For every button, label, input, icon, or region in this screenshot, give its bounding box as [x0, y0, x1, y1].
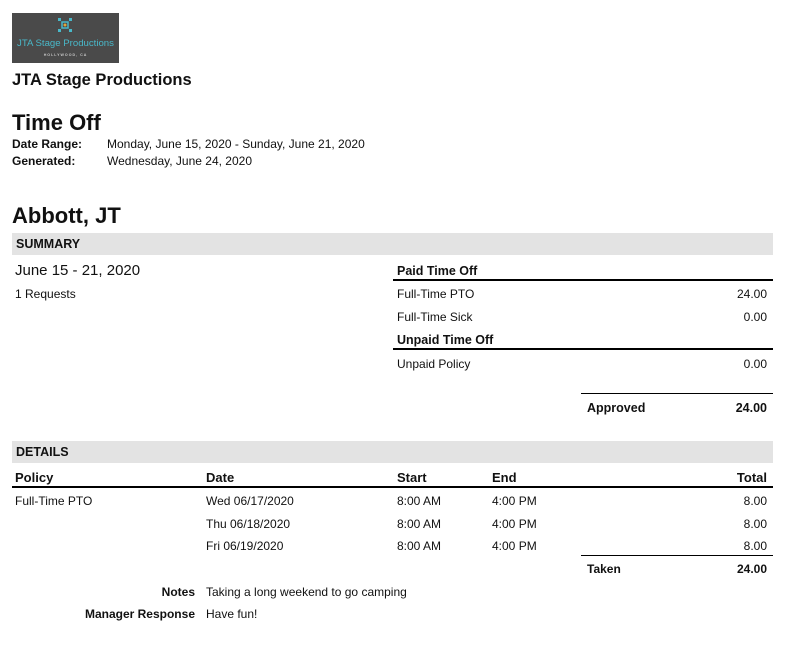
detail-start: 8:00 AM — [397, 517, 442, 531]
report-title: Time Off — [12, 110, 101, 135]
details-header-label: DETAILS — [16, 445, 69, 459]
company-name: JTA Stage Productions — [12, 71, 192, 89]
detail-end: 4:00 PM — [492, 494, 537, 508]
stage-mark-icon — [58, 18, 72, 32]
paid-time-off-heading: Paid Time Off — [397, 264, 478, 278]
column-header-date: Date — [206, 470, 235, 485]
generated-label: Generated: — [12, 154, 76, 168]
date-range-label: Date Range: — [12, 137, 83, 151]
generated-value: Wednesday, June 24, 2020 — [107, 154, 252, 168]
request-count: 1 Requests — [15, 287, 76, 301]
paid-row-label: Full-Time Sick — [397, 310, 473, 324]
manager-response-label: Manager Response — [84, 607, 195, 621]
logo-brand-text: JTA Stage Productions — [17, 38, 114, 49]
summary-header-label: SUMMARY — [16, 237, 81, 251]
details-section-header — [12, 441, 773, 463]
manager-response-value: Have fun! — [206, 607, 258, 621]
divider — [393, 348, 773, 350]
notes-value: Taking a long weekend to go camping — [206, 585, 407, 599]
detail-total: 8.00 — [743, 517, 767, 531]
column-header-total: Total — [736, 470, 767, 485]
detail-date: Thu 06/18/2020 — [206, 517, 291, 531]
summary-section-header — [12, 233, 773, 255]
divider — [12, 486, 773, 488]
detail-date: Fri 06/19/2020 — [206, 539, 284, 553]
employee-name: Abbott, JT — [12, 203, 121, 228]
detail-total: 8.00 — [743, 494, 767, 508]
logo-location-text: HOLLYWOOD, CA — [43, 53, 88, 57]
unpaid-row-value: 0.00 — [743, 357, 767, 371]
approved-total: 24.00 — [735, 401, 767, 415]
taken-label: Taken — [587, 562, 621, 576]
date-range-value: Monday, June 15, 2020 - Sunday, June 21, 2020 — [107, 137, 365, 151]
detail-end: 4:00 PM — [492, 517, 537, 531]
divider — [581, 555, 773, 556]
paid-row-value: 0.00 — [743, 310, 767, 324]
unpaid-row-label: Unpaid Policy — [397, 357, 471, 371]
detail-start: 8:00 AM — [397, 539, 442, 553]
taken-total: 24.00 — [736, 562, 767, 576]
company-logo — [12, 13, 119, 63]
divider — [393, 279, 773, 281]
detail-policy: Full-Time PTO — [15, 494, 93, 508]
paid-row-value: 24.00 — [736, 287, 767, 301]
notes-label: Notes — [161, 585, 195, 599]
unpaid-time-off-heading: Unpaid Time Off — [397, 333, 494, 347]
paid-row-label: Full-Time PTO — [397, 287, 475, 301]
detail-end: 4:00 PM — [492, 539, 537, 553]
approved-label: Approved — [587, 401, 646, 415]
column-header-start: Start — [397, 470, 427, 485]
divider — [581, 393, 773, 394]
detail-date: Wed 06/17/2020 — [206, 494, 294, 508]
detail-start: 8:00 AM — [397, 494, 442, 508]
detail-total: 8.00 — [743, 539, 767, 553]
column-header-policy: Policy — [15, 470, 54, 485]
column-header-end: End — [492, 470, 517, 485]
summary-period: June 15 - 21, 2020 — [15, 262, 141, 279]
